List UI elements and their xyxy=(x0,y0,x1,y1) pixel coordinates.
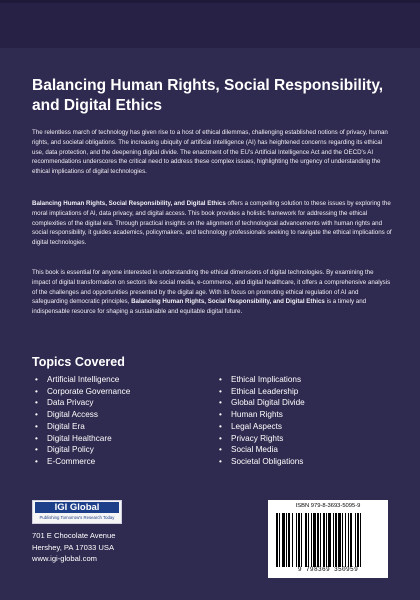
isbn-barcode xyxy=(268,500,388,578)
description-paragraph-3 xyxy=(32,268,392,317)
topic-item: • Privacy Rights xyxy=(216,433,305,445)
topic-item: • Ethical Leadership xyxy=(216,386,305,398)
topics-list-left xyxy=(32,374,130,468)
topic-item: • Human Rights xyxy=(216,409,305,421)
topics-list-right xyxy=(216,374,305,468)
publisher-website: www.igi-global.com xyxy=(32,554,97,563)
publisher-address xyxy=(32,530,115,565)
description-paragraph-2 xyxy=(32,199,392,248)
barcode-bar xyxy=(355,513,356,567)
barcode-bar xyxy=(360,513,361,567)
topic-item: • Ethical Implications xyxy=(216,374,305,386)
barcode-bar xyxy=(311,513,312,567)
barcode-bar xyxy=(326,513,327,567)
barcode-bar xyxy=(320,513,321,567)
paragraph-3-text-start: This book is essential for anyone interested in understanding the ethical dimensions of digital technologies. By examining the impact of digital transformation on sectors like social media, e-commerce, and digital healthcare, it offers a comprehensive analysis of the challenges and opportunities presented by the digital age. With its focus on promoting ethical regulation of AI and safeguarding democratic principles, xyxy=(32,269,391,306)
topics-heading: Topics Covered xyxy=(32,355,125,369)
topic-item: • Digital Policy xyxy=(32,444,130,456)
barcode-bar xyxy=(338,513,341,567)
barcode-bar xyxy=(328,513,331,567)
barcode-bar xyxy=(342,513,343,567)
barcode-bar xyxy=(357,513,359,567)
publisher-logo xyxy=(32,500,122,524)
barcode-bar xyxy=(348,513,349,567)
barcode-bar xyxy=(279,513,280,567)
topic-item: • Digital Era xyxy=(32,421,130,433)
barcode-bar xyxy=(345,513,346,567)
address-street: 701 E Chocolate Avenue xyxy=(32,531,116,540)
topic-item: • Corporate Governance xyxy=(32,386,130,398)
paragraph-2-book-title: Balancing Human Rights, Social Responsibility, and Digital Ethics xyxy=(32,200,226,207)
topic-item: • E-Commerce xyxy=(32,456,130,468)
barcode-bar xyxy=(292,513,293,567)
barcode-bar xyxy=(305,513,307,567)
paragraph-3-book-title: Balancing Human Rights, Social Responsibility, and Digital Ethics xyxy=(131,298,325,306)
barcode-number: 9 798369 350959 xyxy=(297,566,359,573)
barcode-bar xyxy=(288,513,290,567)
book-title: Balancing Human Rights, Social Responsibility, and Digital Ethics xyxy=(32,77,384,114)
topic-item: • Legal Aspects xyxy=(216,421,305,433)
topic-item: • Societal Obligations xyxy=(216,456,305,468)
barcode-bar xyxy=(301,513,302,567)
barcode-bar xyxy=(335,513,337,567)
address-city: Hershey, PA 17033 USA xyxy=(32,542,115,552)
topic-item: • Digital Access xyxy=(32,409,130,421)
isbn-label: ISBN 979-8-3693-5095-9 xyxy=(295,503,361,509)
top-strip xyxy=(0,0,420,3)
barcode-bar xyxy=(276,513,278,567)
barcode-bar xyxy=(333,513,334,567)
barcode-bar xyxy=(350,513,352,567)
barcode-bar xyxy=(286,513,287,567)
barcode-bars xyxy=(276,513,380,567)
publisher-logo-name: IGI Global xyxy=(35,502,119,513)
paragraph-3-text-end: is a timely and indispensable resource for shaping a sustainable and equitable digital future. xyxy=(32,298,367,316)
top-band xyxy=(0,0,420,48)
paragraph-2-text: offers a compelling solution to these issues by exploring the moral implications of AI, data privacy, and digital access. This book provides a holistic framework for addressing the ethical complexities of the digital era. Through practical insights on the alignment of technological advancements with human rights and social responsibility, it guides academics, policymakers, and technology professionals seeking to navigate the ethical implications of digital technologies. xyxy=(32,200,392,247)
barcode-bar xyxy=(313,513,316,567)
topic-item: • Digital Healthcare xyxy=(32,433,130,445)
barcode-bar xyxy=(282,513,285,567)
barcode-bar xyxy=(298,513,300,567)
barcode-bar xyxy=(296,513,297,567)
publisher-logo-tagline: Publishing Tomorrow's Research Today xyxy=(39,515,115,520)
barcode-bar xyxy=(317,513,319,567)
barcode-bar xyxy=(323,513,325,567)
topic-item: • Artificial Intelligence xyxy=(32,374,130,386)
barcode-bar xyxy=(308,513,309,567)
topic-item: • Data Privacy xyxy=(32,397,130,409)
topic-item: • Social Media xyxy=(216,444,305,456)
topic-item: • Global Digital Divide xyxy=(216,397,305,409)
description-paragraph-1: The relentless march of technology has given rise to a host of ethical dilemmas, challenging established notions of privacy, human rights, and societal obligations. The increasing ubiquity of artificial intelligence (AI) has heightened concerns regarding its ethical use, data protection, and the deepening digital divide. The enactment of the EU's Artificial Intelligence Act and the OECD's AI recommendations underscores the critical need to address these complex issues, highlighting the urgency of understanding the ethical implications of digital technologies. xyxy=(32,129,388,176)
